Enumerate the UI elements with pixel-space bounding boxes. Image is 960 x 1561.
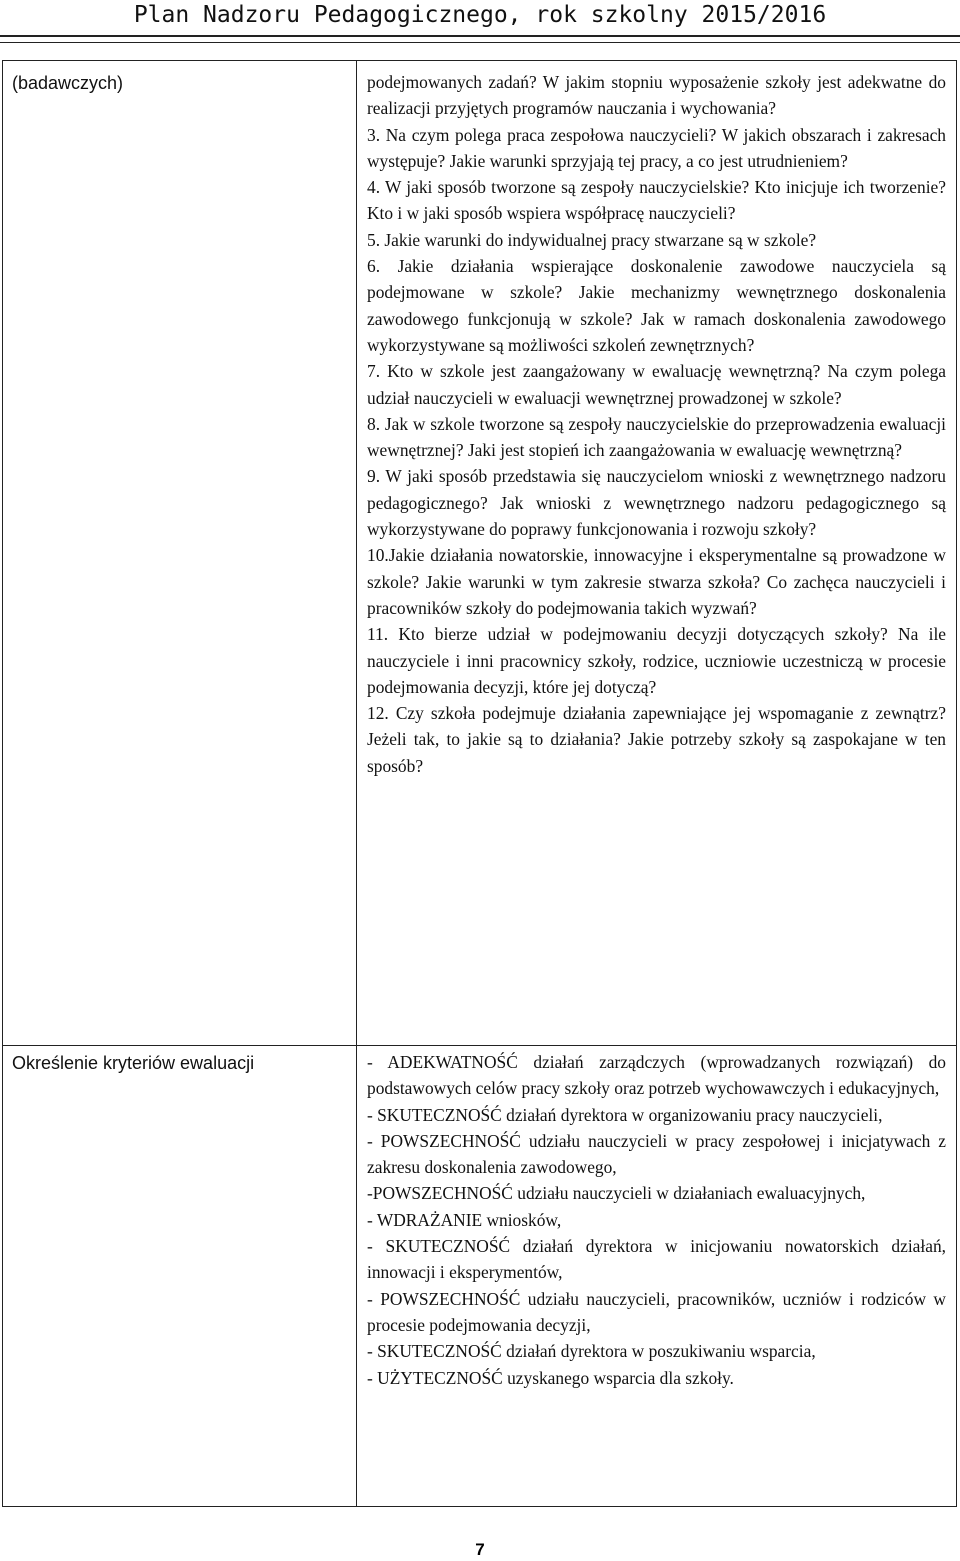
question-paragraph: 7. Kto w szkole jest zaangażowany w ewaluację wewnętrzną? Na czym polega udział nauczycieli w ewaluacji wewnętrznej prowadzonej w szkole? xyxy=(367,361,946,408)
row-content-cell xyxy=(357,61,957,1046)
question-paragraph: 5. Jakie warunki do indywidualnej pracy stwarzane są w szkole? xyxy=(367,229,817,250)
question-paragraph: 12. Czy szkoła podejmuje działania zapewniające jej wspomaganie z zewnątrz? Jeżeli tak, to jakie są to działania? Jakie potrzeby szkoły są zaspokajane w ten sposób? xyxy=(367,703,946,776)
criterion-paragraph: - SKUTECZNOŚĆ działań dyrektora w poszukiwaniu wsparcia, xyxy=(367,1341,816,1362)
criterion-paragraph: - POWSZECHNOŚĆ udziału nauczycieli, pracowników, uczniów i rodziców w procesie podejmowania decyzji, xyxy=(367,1288,946,1335)
criterion-paragraph: -POWSZECHNOŚĆ udziału nauczycieli w działaniach ewaluacyjnych, xyxy=(367,1183,866,1204)
criterion-paragraph: - ADEKWATNOŚĆ działań zarządczych (wprowadzanych rozwiązań) do podstawowych celów pracy szkoły oraz potrzeb wychowawczych i edukacyjnych, xyxy=(367,1052,946,1099)
header-title: Plan Nadzoru Pedagogicznego, rok szkolny 2015/2016 xyxy=(133,2,827,28)
question-paragraph: 10.Jakie działania nowatorskie, innowacyjne i eksperymentalne są prowadzone w szkole? Jakie warunki w tym zakresie stwarza szkoła? Co zachęca nauczycieli i pracowników szkoły do podejmowania takich wyzwań? xyxy=(367,545,946,618)
page-number: 7 xyxy=(475,1540,485,1559)
row-label: Określenie kryteriów ewaluacji xyxy=(12,1053,255,1073)
criterion-paragraph: - SKUTECZNOŚĆ działań dyrektora w inicjowaniu nowatorskich działań, innowacji i eksperymentów, xyxy=(367,1236,946,1283)
row-label-cell xyxy=(3,61,357,1046)
question-paragraph: 4. W jaki sposób tworzone są zespoły nauczycielskie? Kto inicjuje ich tworzenie? Kto i w jaki sposób wspiera współpracę nauczycieli? xyxy=(367,177,946,224)
table-row xyxy=(3,61,957,1046)
table-row xyxy=(3,1046,957,1507)
criterion-paragraph: - WDRAŻANIE wniosków, xyxy=(367,1209,562,1230)
criterion-paragraph: - POWSZECHNOŚĆ udziału nauczycieli w pracy zespołowej i inicjatywach z zakresu doskonalenia zawodowego, xyxy=(367,1130,946,1178)
row-label-cell xyxy=(3,1046,357,1507)
question-paragraph: 11. Kto bierze udział w podejmowaniu decyzji dotyczących szkoły? Na ile nauczyciele i inni pracownicy szkoły, rodzice, uczniowie uczestniczą w procesie podejmowania decyzji, które jej dotyczą? xyxy=(367,624,946,697)
question-paragraph: 3. Na czym polega praca zespołowa nauczycieli? W jakich obszarach i zakresach występuje? Jakie warunki sprzyjają tej pracy, a co jest utrudnieniem? xyxy=(367,124,946,171)
criterion-paragraph: - UŻYTECZNOŚĆ uzyskanego wsparcia dla szkoły. xyxy=(367,1367,734,1388)
question-paragraph: 8. Jak w szkole tworzone są zespoły nauczycielskie do przeprowadzenia ewaluacji wewnętrznej? Jaki jest stopień ich zaangażowania w ewaluację wewnętrzną? xyxy=(367,413,946,461)
question-paragraph: podejmowanych zadań? W jakim stopniu wyposażenie szkoły jest adekwatne do realizacji przyjętych programów nauczania i wychowania? xyxy=(367,72,946,119)
row-content-cell xyxy=(357,1046,957,1507)
evaluation-table xyxy=(2,60,957,1507)
row-label: (badawczych) xyxy=(12,73,124,93)
document-header xyxy=(0,0,960,36)
question-paragraph: 6. Jakie działania wspierające doskonalenie zawodowe nauczyciela są podejmowane w szkole? Jakie mechanizmy wewnętrznego doskonalenia zawodowego funkcjonują w szkole? Jak w ramach doskonalenia zawodowego wykorzystywane są możliwości szkoleń zewnętrznych? xyxy=(367,256,946,355)
criterion-paragraph: - SKUTECZNOŚĆ działań dyrektora w organizowaniu pracy nauczycieli, xyxy=(367,1104,883,1125)
question-paragraph: 9. W jaki sposób przedstawia się nauczycielom wnioski z wewnętrznego nadzoru pedagogicznego? Jak wnioski z wewnętrznego nadzoru pedagogicznego są wykorzystywane do poprawy funkcjonowania i rozwoju szkoły? xyxy=(367,466,946,540)
header-rule xyxy=(0,35,960,43)
